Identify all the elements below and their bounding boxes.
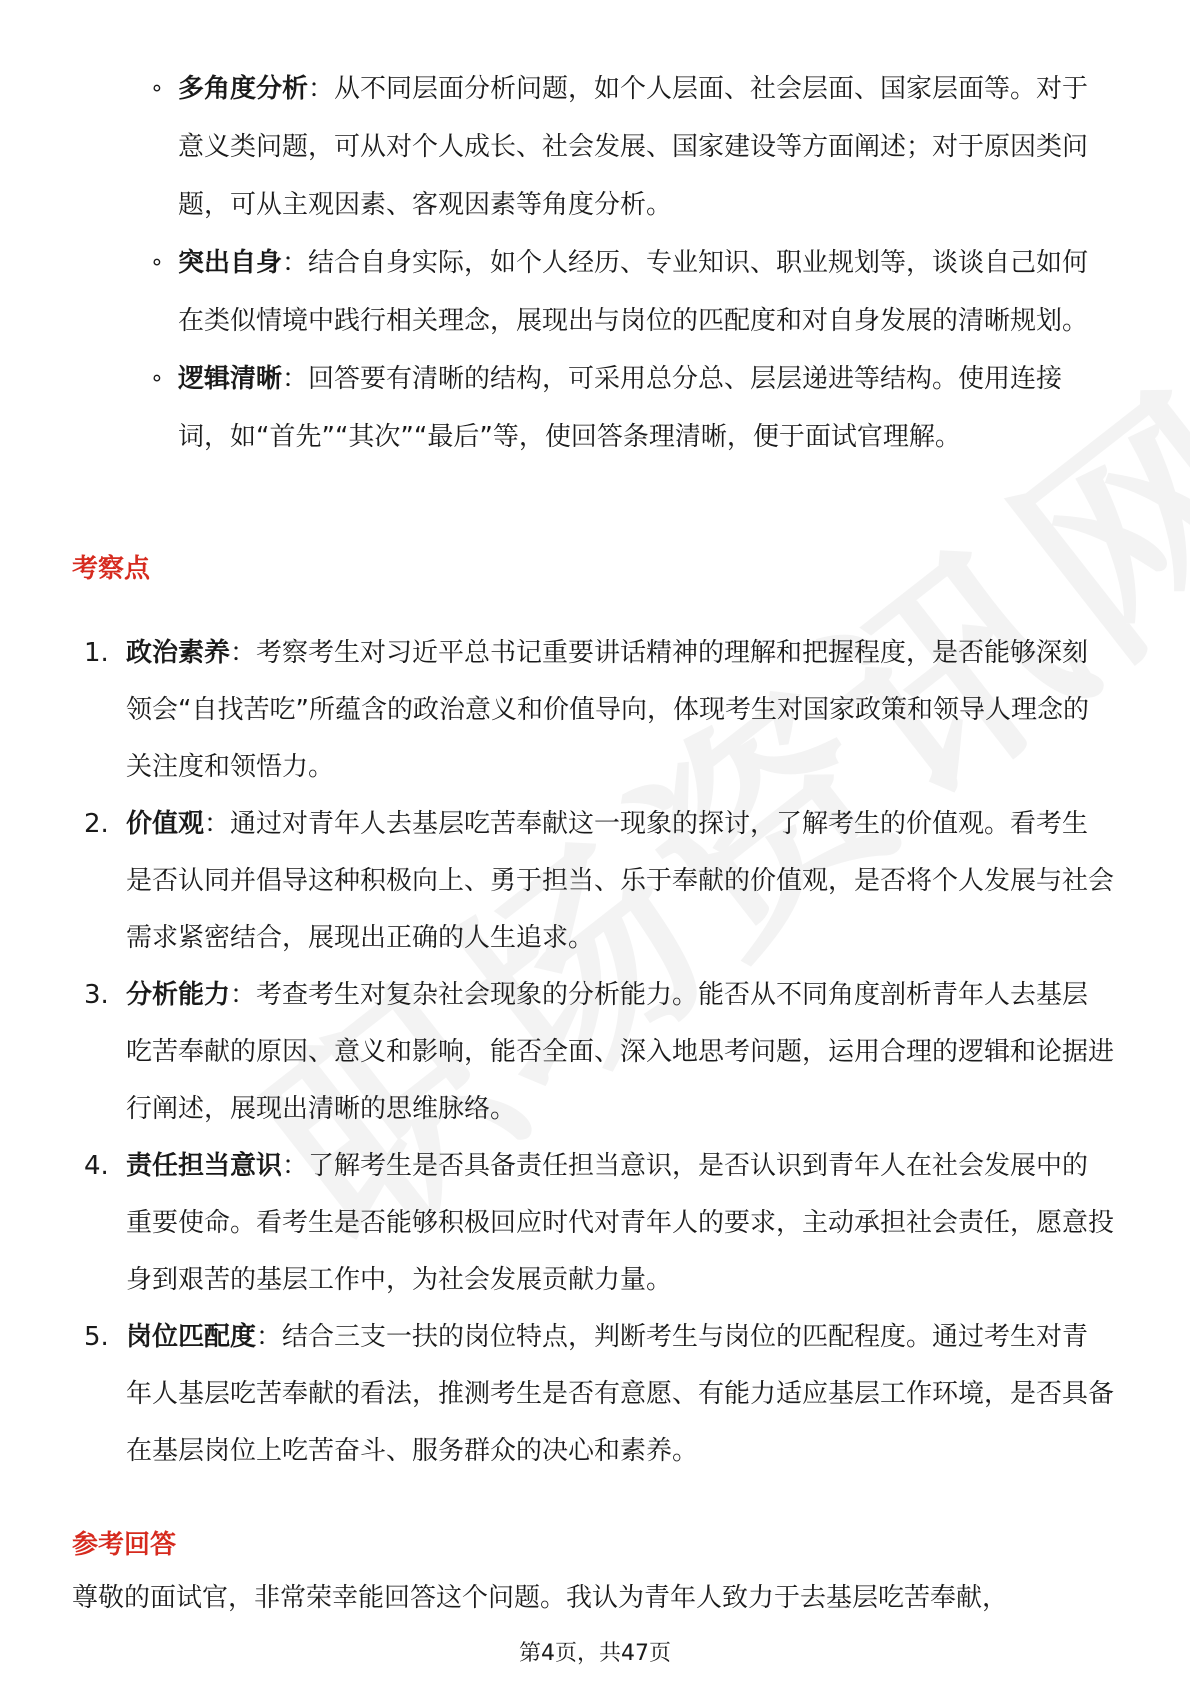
bullet-circle-icon: ∘ [150, 250, 164, 275]
bullet-item-multi-angle [150, 60, 1100, 234]
bullet-title: 突出自身 [178, 248, 283, 278]
bullet-text: ：从不同层面分析问题，如个人层面、社会层面、国家层面等。对于意义类问题，可从对个人成长、社会发展、国家建设等方面阐述；对于原因类问题，可从主观因素、客观因素等角度分析。 [178, 74, 1089, 220]
point-number: 3. [84, 980, 109, 1010]
section-heading-reference-answer: 参考回答 [72, 1530, 177, 1560]
point-text: ：结合三支一扶的岗位特点，判断考生与岗位的匹配程度。通过考生对青年人基层吃苦奉献的看法，推测考生是否有意愿、有能力适应基层工作环境，是否具备在基层岗位上吃苦奋斗、服务群众的决心和素养。 [126, 1322, 1115, 1466]
point-title: 岗位匹配度 [126, 1322, 257, 1352]
page-footer: 第4页，共47页 [519, 1641, 671, 1666]
section-heading-assessment-points: 考察点 [72, 554, 151, 584]
bullet-circle-icon: ∘ [150, 76, 164, 101]
point-item-political [84, 625, 1114, 796]
bullet-item-highlight-self [150, 234, 1100, 350]
point-item-analysis [84, 967, 1114, 1138]
point-text: ：通过对青年人去基层吃苦奉献这一现象的探讨，了解考生的价值观。看考生是否认同并倡导这种积极向上、勇于担当、乐于奉献的价值观，是否将个人发展与社会需求紧密结合，展现出正确的人生追求。 [126, 809, 1115, 953]
bullet-item-clear-logic [150, 350, 1100, 466]
point-text: ：考察考生对习近平总书记重要讲话精神的理解和把握程度，是否能够深刻领会“自找苦吃”所蕴含的政治意义和价值导向，体现考生对国家政策和领导人理念的关注度和领悟力。 [126, 638, 1089, 782]
assessment-points-list [84, 625, 1114, 1480]
point-text: ：考查考生对复杂社会现象的分析能力。能否从不同角度剖析青年人去基层吃苦奉献的原因、意义和影响，能否全面、深入地思考问题，运用合理的逻辑和论据进行阐述，展现出清晰的思维脉络。 [126, 980, 1115, 1124]
point-title: 分析能力 [126, 980, 231, 1010]
point-item-values [84, 796, 1114, 967]
point-number: 2. [84, 809, 109, 839]
answer-paragraph: 尊敬的面试官，非常荣幸能回答这个问题。我认为青年人致力于去基层吃苦奉献， [72, 1583, 1009, 1613]
point-title: 责任担当意识 [126, 1151, 283, 1181]
point-item-job-fit [84, 1309, 1114, 1480]
bullet-text: ：结合自身实际，如个人经历、专业知识、职业规划等，谈谈自己如何在类似情境中践行相关理念，展现出与岗位的匹配度和对自身发展的清晰规划。 [178, 248, 1089, 336]
point-item-responsibility [84, 1138, 1114, 1309]
bullet-text: ：回答要有清晰的结构，可采用总分总、层层递进等结构。使用连接词，如“首先”“其次”“最后”等，使回答条理清晰，便于面试官理解。 [178, 364, 1063, 452]
bullet-title: 逻辑清晰 [178, 364, 283, 394]
point-text: ：了解考生是否具备责任担当意识，是否认识到青年人在社会发展中的重要使命。看考生是否能够积极回应时代对青年人的要求，主动承担社会责任，愿意投身到艰苦的基层工作中，为社会发展贡献力量。 [126, 1151, 1115, 1295]
point-title: 政治素养 [126, 638, 231, 668]
point-number: 4. [84, 1151, 109, 1181]
point-number: 5. [84, 1322, 109, 1352]
point-title: 价值观 [126, 809, 205, 839]
point-number: 1. [84, 638, 109, 668]
tips-bullet-list [150, 60, 1100, 466]
bullet-circle-icon: ∘ [150, 366, 164, 391]
bullet-title: 多角度分析 [178, 74, 309, 104]
